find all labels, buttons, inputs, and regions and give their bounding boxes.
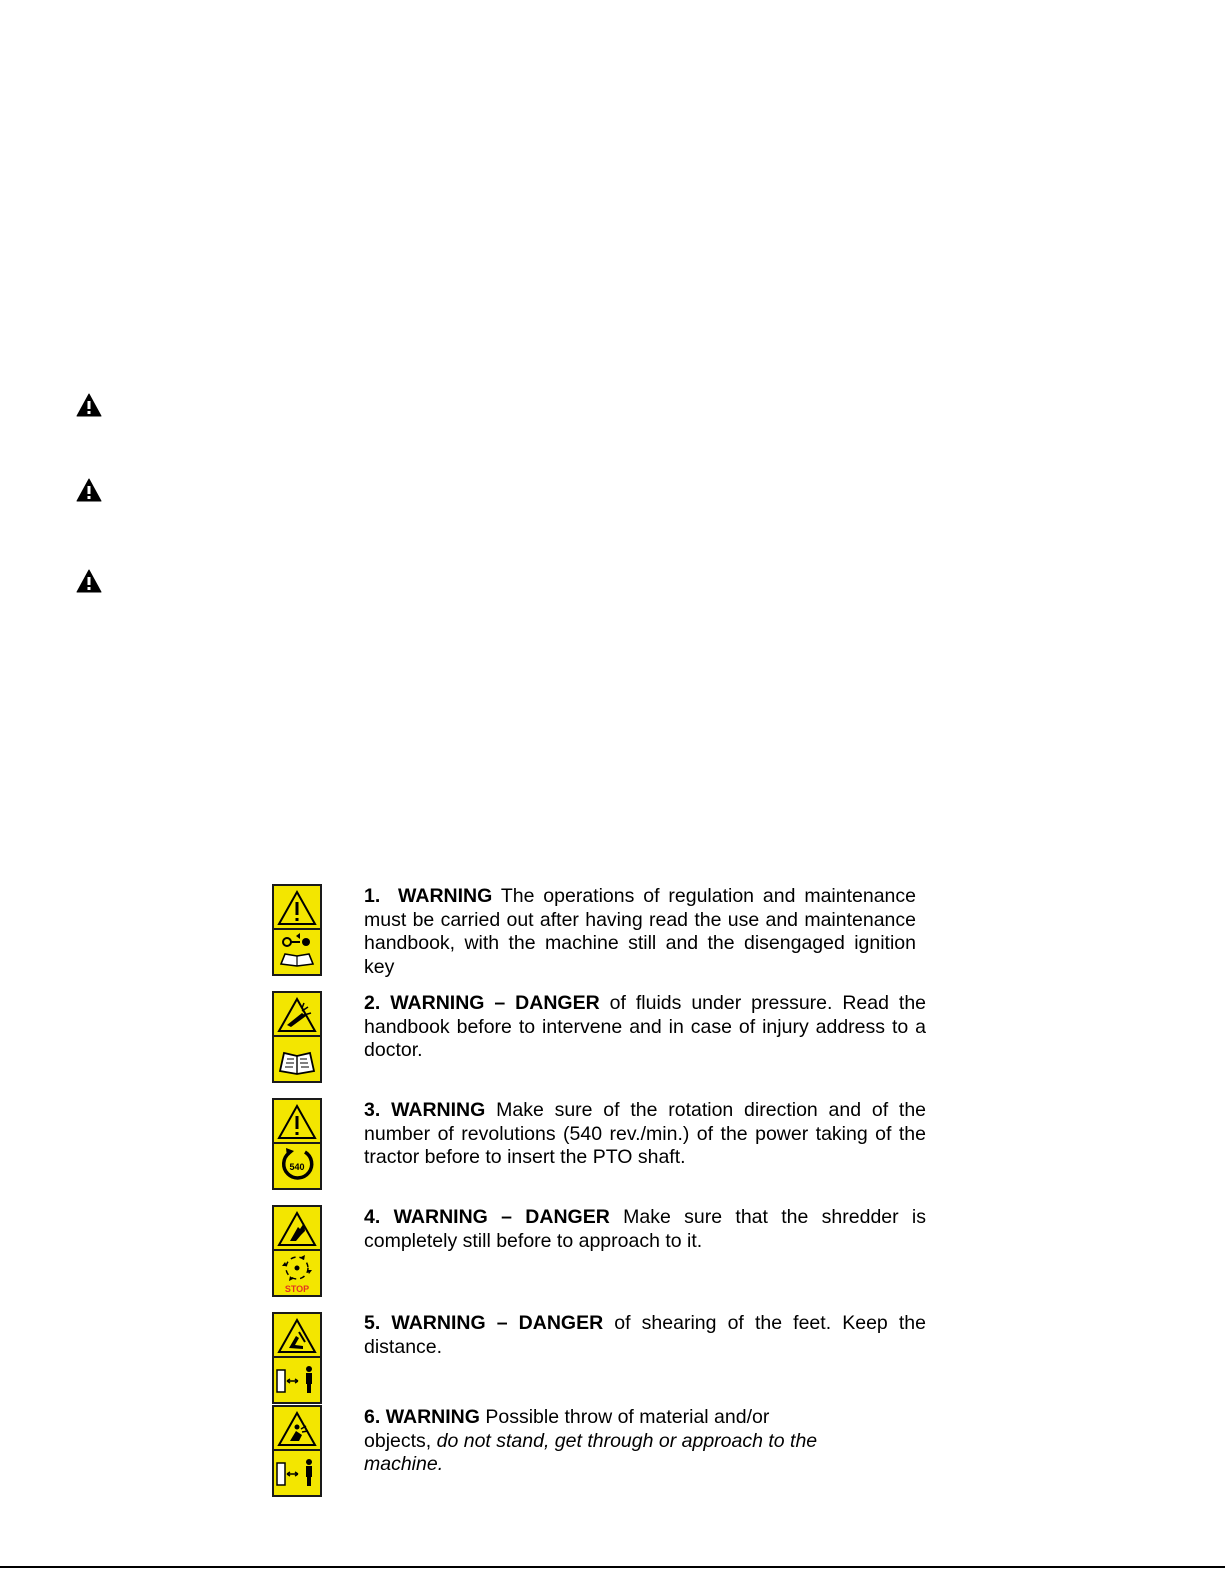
warning-text: of shearing of the feet. Keep the distance. xyxy=(364,1312,926,1358)
warning-triangle-icon xyxy=(76,569,102,593)
warning-number: 2. xyxy=(364,992,381,1014)
warning-number: 5. xyxy=(364,1312,381,1334)
safety-decal-1 xyxy=(272,884,322,976)
warning-number: 3. xyxy=(364,1099,381,1121)
warning-3 xyxy=(364,1099,926,1170)
warning-triangle-icon xyxy=(76,393,102,417)
warning-text: Make sure of the rotation direction and of the number of revolutions (540 rev./min.) of the power taking of the tractor before to insert the PTO shaft. xyxy=(364,1099,927,1168)
safety-decal-5 xyxy=(272,1312,322,1404)
safety-decal-2 xyxy=(272,991,322,1083)
svg-text:STOP: STOP xyxy=(284,1284,310,1294)
warning-text: of fluids under pressure. Read the handbook before to intervene and in case of injury address to a doctor. xyxy=(364,992,927,1061)
safety-decal-4 xyxy=(272,1205,322,1297)
warning-6 xyxy=(364,1406,834,1477)
warning-number: 6. xyxy=(364,1406,381,1428)
warning-title: WARNING – DANGER xyxy=(391,1312,604,1334)
warning-number: 4. xyxy=(364,1206,381,1228)
safety-decal-6 xyxy=(272,1405,322,1497)
warning-title: WARNING – DANGER xyxy=(393,1206,610,1228)
warning-text: The operations of regulation and maintenance must be carried out after having read the use and maintenance handbook, with the machine still and the disengaged ignition key xyxy=(364,885,916,978)
warning-text: Make sure that the shredder is completely still before to approach to it. xyxy=(364,1206,927,1252)
warning-title: WARNING xyxy=(385,1406,480,1428)
warning-5 xyxy=(364,1312,926,1359)
warning-title: WARNING – DANGER xyxy=(390,992,600,1014)
warning-number: 1. xyxy=(364,885,381,907)
warning-title: WARNING xyxy=(391,1099,486,1121)
safety-decal-3 xyxy=(272,1098,322,1190)
warning-triangle-icon xyxy=(76,478,102,502)
svg-text:540: 540 xyxy=(289,1162,305,1172)
read-handbook-icon xyxy=(280,1053,314,1074)
warning-2 xyxy=(364,992,926,1063)
page-bottom-rule xyxy=(0,1566,1225,1568)
warning-text: Possible throw of material and/or objects, xyxy=(364,1406,770,1452)
warning-title: WARNING xyxy=(398,885,493,907)
warning-1 xyxy=(364,885,916,979)
warning-text-italic: do not stand, get through or approach to the machine. xyxy=(364,1429,818,1475)
warning-4 xyxy=(364,1206,926,1253)
